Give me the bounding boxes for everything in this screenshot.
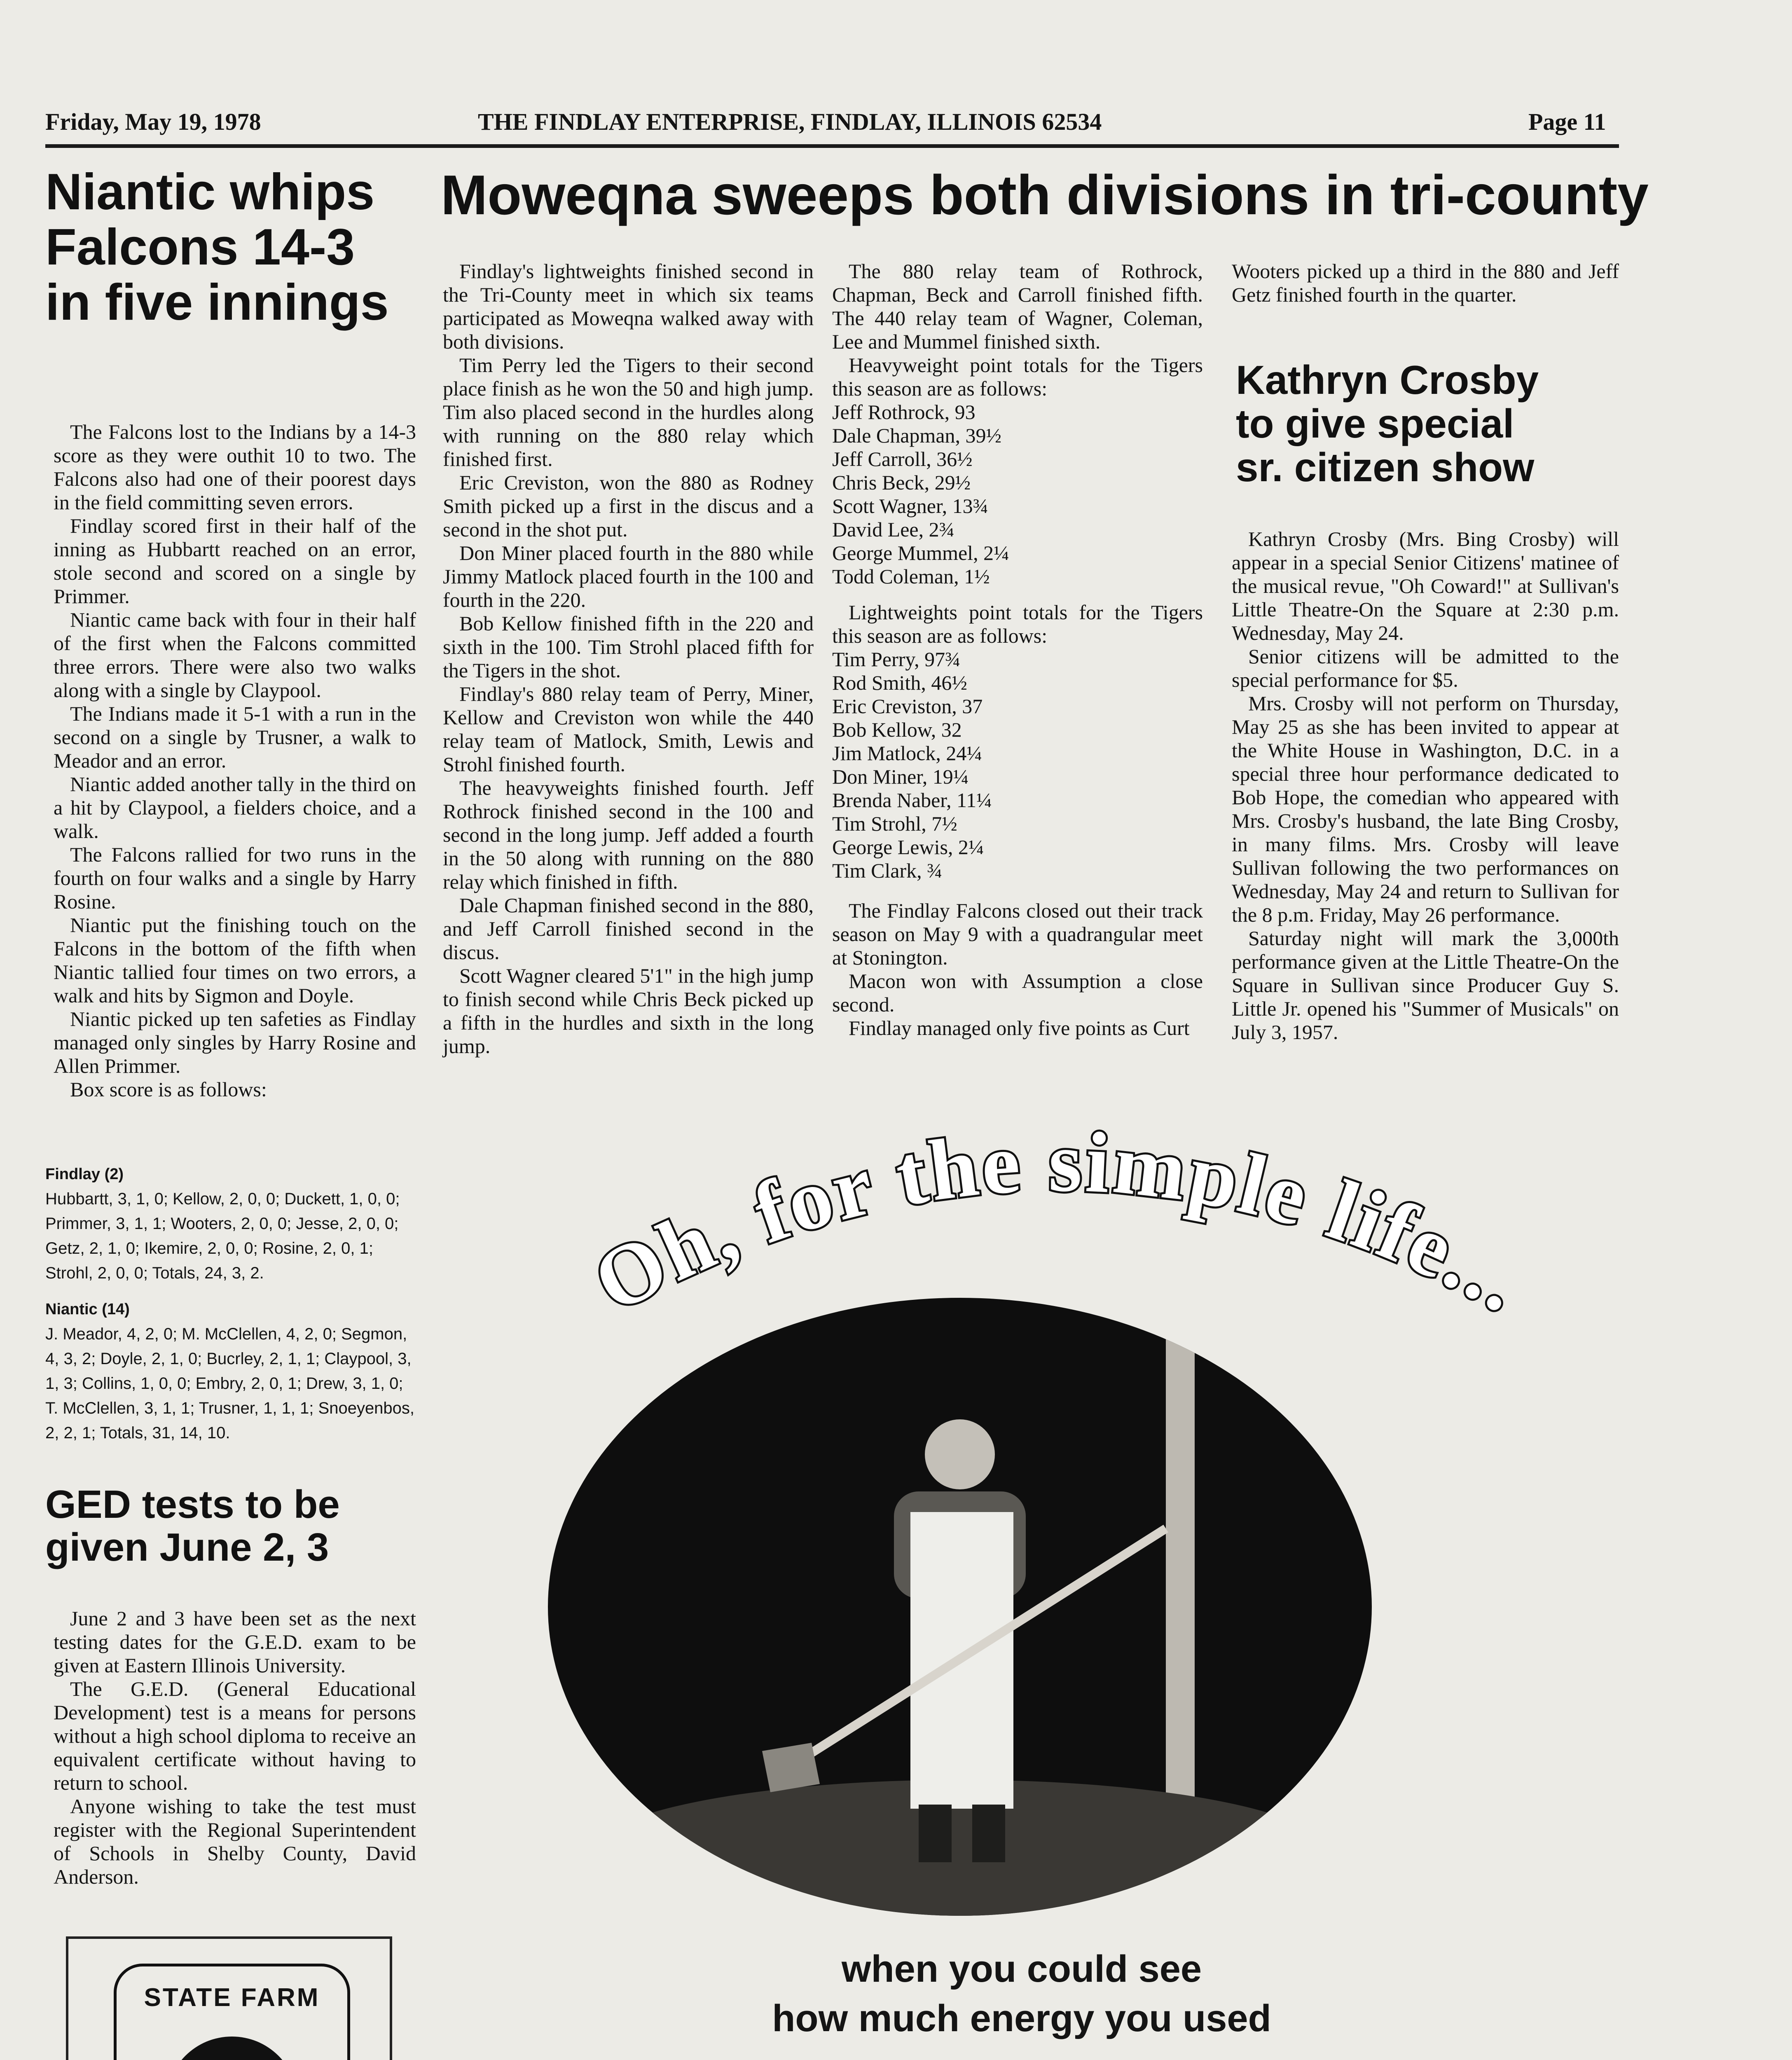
list-item: Tim Perry, 97¾	[832, 648, 961, 671]
ad-photo-oval	[548, 1298, 1372, 1916]
header-rule	[45, 144, 1619, 148]
moweqna-article-col1: Findlay's lightweights finished second in the Tri-County meet in which six teams participated as Moweqna walked away with both divisions. Tim Perry led the Tigers to their second place finish as he won the 50 and high jump. Tim also placed second in the hurdles along with running on the 880 relay which finished first. Eric Creviston, won the 880 as Rodney Smith picked up a first in the discus and a second in the shot put. Don Miner placed fourth in the 880 while Jimmy Matlock placed fourth in the 100 and fourth in the 220. Bob Kellow finished fifth in the 220 and sixth in the 100. Tim Strohl placed fifth for the Tigers in the shot. Findlay's 880 relay team of Perry, Miner, Kellow and Creviston won while the 440 relay team of Matlock, Smith, Lewis and Strohl finished fourth. The heavyweights finished fourth. Jeff Rothrock finished second in the 100 and second in the long jump. Jeff added a fourth in the 50 along with running on the 880 relay which finished in fifth. Dale Chapman finished second in the 880, and Jeff Carroll finished second in the discus. Scott Wagner cleared 5'1" in the high jump to finish second while Chris Beck picked up a fifth in the hurdles and sixth in the long jump.	[443, 260, 814, 1058]
list-item: Scott Wagner, 13¾	[832, 494, 989, 517]
list-item: Rod Smith, 46½	[832, 671, 967, 694]
crosby-article: Kathryn Crosby (Mrs. Bing Crosby) will appear in a special Senior Citizens' matinee of the musical revue, "Oh Coward!" at Sullivan's Little Theatre-On the Square at 2:30 p.m. Wednesday, May 24. Senior citizens will be admitted to the special performance for $5. Mrs. Crosby will not perform on Thursday, May 25 as she has been invited to appear at the White House in Washington, D.C. in a special three hour performance dedicated to Bob Hope, the comedian who appeared with Mrs. Crosby's husband, the late Bing Crosby, in many films. Mrs. Crosby will leave Sullivan following the two performances on Wednesday, May 24 and return to Sullivan for the 8 p.m. Friday, May 26 performance. Saturday night will mark the 3,000th performance given at the Little Theatre-On the Square in Sullivan since Producer Guy S. Little Jr. opened his "Summer of Musicals" on July 3, 1957.	[1232, 527, 1619, 1044]
moweqna-article-col3: Wooters picked up a third in the 880 and Jeff Getz finished fourth in the quarter.	[1232, 260, 1619, 306]
list-item: Don Miner, 19¼	[832, 765, 969, 788]
state-farm-rings-icon	[162, 2032, 302, 2060]
list-item: Tim Clark, ¾	[832, 859, 943, 882]
svg-text:Oh, for the simple life...	[579, 1114, 1539, 1331]
heavyweight-points-list	[832, 400, 1203, 588]
list-item: Jeff Rothrock, 93	[832, 400, 976, 424]
man-shoveling-coal-image	[548, 1298, 1372, 1916]
niantic-headline: Niantic whips Falcons 14-3 in five innings	[45, 164, 389, 331]
box-score-findlay-line: Hubbartt, 3, 1, 0; Kellow, 2, 0, 0; Duckett, 1, 0, 0; Primmer, 3, 1, 1; Wooters, 2, 0, 0; Jesse, 2, 0, 0; Getz, 2, 1, 0; Ikemire, 2, 0, 0; Rosine, 2, 0, 1; Strohl, 2, 0, 0; Totals, 24, 3, 2.	[45, 1190, 400, 1282]
list-item: Jim Matlock, 24¼	[832, 742, 982, 765]
niantic-article: The Falcons lost to the Indians by a 14-3 score as they were outhit 10 to two. The Falcons also had one of their poorest days in the field committing seven errors. Findlay scored first in their half of the inning as Hubbartt reached on an error, stole second and scored on a single by Primmer. Niantic came back with four in their half of the first when the Falcons committed three errors. There were also two walks along with a single by Claypool. The Indians made it 5-1 with a run in the second on a single by Trusner, a walk to Meador and an error. Niantic added another tally in the third on a hit by Claypool, a fielders choice, and a walk. The Falcons rallied for two runs in the fourth on four walks and a single by Harry Rosine. Niantic put the finishing touch on the Falcons in the bottom of the fifth when Niantic tallied four times on two errors, a walk and hits by Sigmon and Doyle. Niantic picked up ten safeties as Findlay managed only singles by Harry Rosine and Allen Primmer. Box score is as follows:	[54, 420, 416, 1101]
list-item: George Mummel, 2¼	[832, 541, 1009, 564]
list-item: Jeff Carroll, 36½	[832, 447, 973, 471]
state-farm-ad	[66, 1936, 392, 2060]
list-item: Chris Beck, 29½	[832, 471, 971, 494]
header-date: Friday, May 19, 1978	[45, 108, 261, 135]
ged-article: June 2 and 3 have been set as the next testing dates for the G.E.D. exam to be given at Eastern Illinois University. The G.E.D. (General Educational Development) test is a means for persons without a high school diploma to receive an equivalent certificate without having to return to school. Anyone wishing to take the test must register with the Regional Superintendent of Schools in Shelby County, David Anderson.	[54, 1607, 416, 1888]
state-farm-logo-frame	[114, 1964, 350, 2060]
header-page-number: Page 11	[1528, 108, 1606, 135]
list-item: David Lee, 2¾	[832, 518, 955, 541]
lightweight-points-list	[832, 648, 1203, 883]
box-score-niantic-line: J. Meador, 4, 2, 0; M. McClellen, 4, 2, 0; Segmon, 4, 3, 2; Doyle, 2, 1, 0; Bucrley, 2, 1, 1; Claypool, 3, 1, 3; Collins, 1, 0, 0; Embry, 2, 0, 1; Drew, 3, 1, 0; T. McClellen, 3, 1, 1; Trusner, 1, 1, 1; Snoeyenbos, 2, 2, 1; Totals, 31, 14, 10.	[45, 1325, 415, 1442]
ged-headline: GED tests to be given June 2, 3	[45, 1482, 340, 1569]
header-paper-name: THE FINDLAY ENTERPRISE, FINDLAY, ILLINOIS 62534	[478, 108, 1102, 135]
list-item: Tim Strohl, 7½	[832, 812, 957, 835]
list-item: Eric Creviston, 37	[832, 695, 983, 718]
list-item: Todd Coleman, 1½	[832, 565, 990, 588]
ad-title: Oh, for the simple life...	[579, 1114, 1540, 1331]
ad-tagline: when you could see how much energy you used	[772, 1948, 1271, 2039]
list-item: George Lewis, 2¼	[832, 836, 984, 859]
list-item: Bob Kellow, 32	[832, 718, 962, 741]
box-score-niantic-team: Niantic (14)	[45, 1301, 130, 1318]
list-item: Brenda Naber, 11¼	[832, 789, 992, 812]
moweqna-article-col2: The 880 relay team of Rothrock, Chapman, Beck and Carroll finished fifth. The 440 relay team of Wagner, Coleman, Lee and Mummel finished sixth. Heavyweight point totals for the Tigers this season are as follows: Jeff Rothrock, 93 Dale Chapman, 39½ Jeff Carroll, 36½ Chris Beck, 29½ Scott Wagner, 13¾ David Lee, 2¾ George Mummel, 2¼ Todd Coleman, 1½ Lightweights point totals for the Tigers this season are as follows: Tim Perry, 97¾ Rod Smith, 46½ Eric Creviston, 37 Bob Kellow, 32 Jim Matlock, 24¼ Don Miner, 19¼ Brenda Naber, 11¼ Tim Strohl, 7½ George Lewis, 2¼ Tim Clark, ¾ The Findlay Falcons closed out their track season on May 9 with a quadrangular meet at Stonington. Macon won with Assumption a close second. Findlay managed only five points as Curt	[832, 260, 1203, 1039]
state-farm-brand: STATE FARM	[144, 1983, 320, 2012]
crosby-headline: Kathryn Crosby to give special sr. citizen show	[1236, 357, 1539, 490]
list-item: Dale Chapman, 39½	[832, 424, 1002, 447]
box-score	[45, 1162, 416, 1445]
box-score-findlay-team: Findlay (2)	[45, 1166, 124, 1183]
moweqna-headline: Moweqna sweeps both divisions in tri-county	[441, 164, 1649, 226]
